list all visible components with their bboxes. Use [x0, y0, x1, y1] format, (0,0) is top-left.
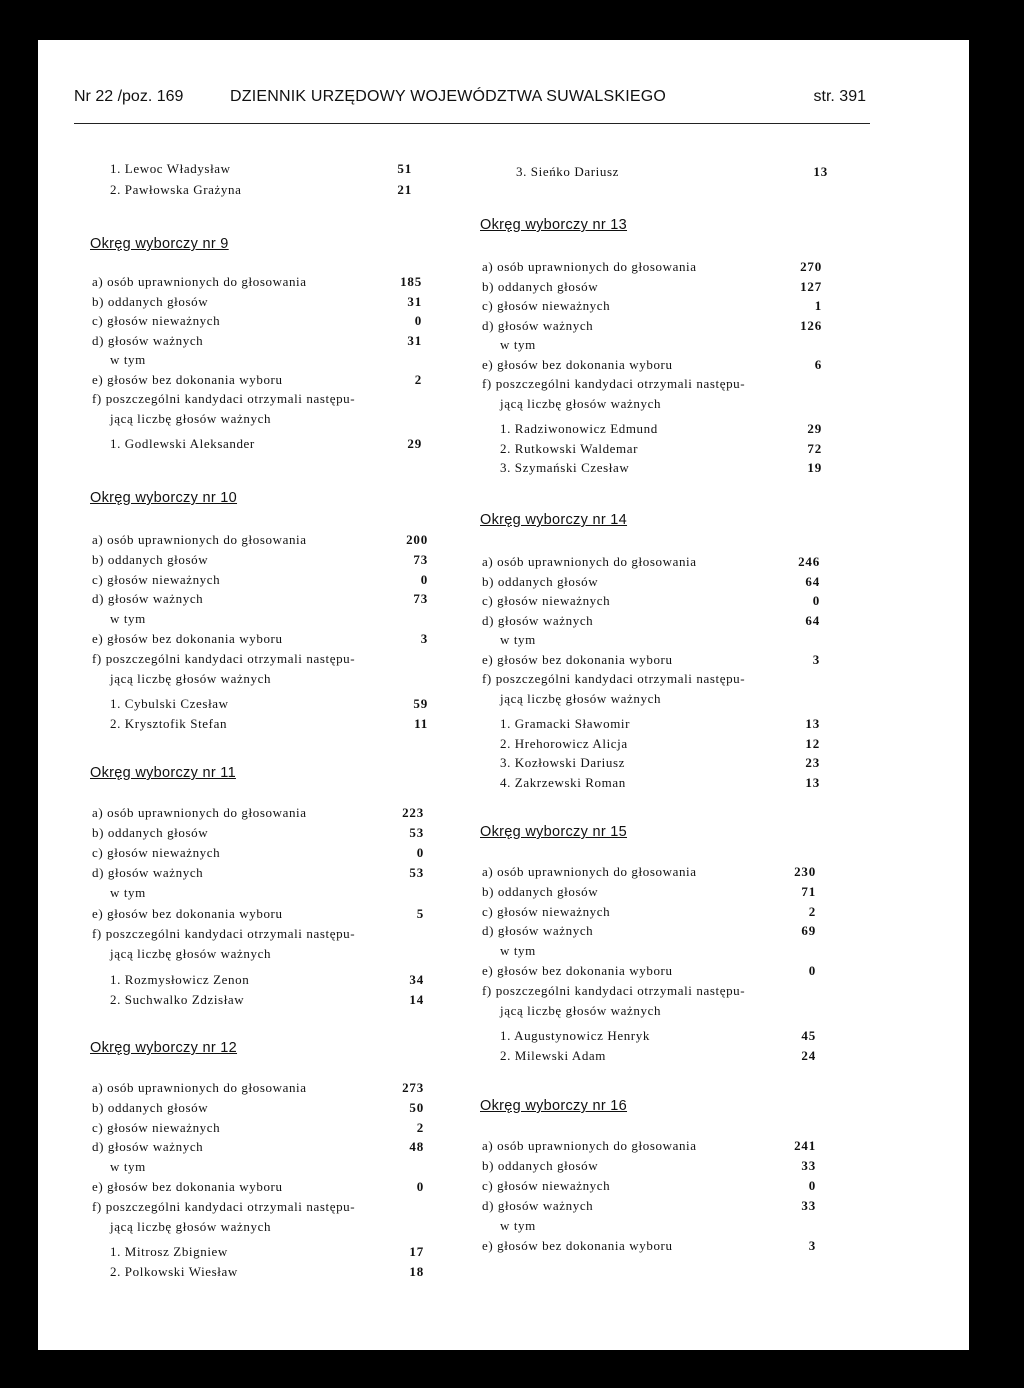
section-title: Okręg wyborczy nr 16 — [480, 1098, 628, 1114]
section-title: Okręg wyborczy nr 13 — [480, 217, 628, 233]
row-label: d) głosów ważnych — [92, 865, 204, 881]
row-label: 1. Cybulski Czesław — [110, 696, 229, 712]
stat-row — [482, 884, 816, 902]
row-label: d) głosów ważnych — [482, 923, 594, 939]
stat-row — [92, 591, 428, 609]
row-label: w tym — [500, 337, 536, 352]
row-value: 21 — [397, 182, 412, 197]
stat-row — [482, 1238, 816, 1256]
row-label: d) głosów ważnych — [482, 1198, 594, 1213]
row-label: 2. Milewski Adam — [500, 1048, 607, 1064]
row-value: 64 — [805, 573, 820, 589]
row-label: 3. Szymański Czesław — [500, 460, 630, 475]
row-label: a) osób uprawnionych do głosowania — [92, 805, 307, 820]
stat-row — [92, 411, 422, 429]
candidate-row — [92, 972, 424, 990]
row-label: e) głosów bez dokonania wyboru — [92, 371, 283, 387]
row-label: f) poszczególni kandydaci otrzymali następu- — [482, 671, 746, 686]
stat-row — [92, 1219, 424, 1237]
row-label: jącą liczbę głosów ważnych — [500, 1002, 662, 1018]
stat-row — [92, 845, 424, 863]
row-value: 23 — [805, 755, 820, 770]
section-title: Okręg wyborczy nr 11 — [90, 765, 236, 781]
stat-row — [92, 1179, 424, 1197]
row-value: 51 — [397, 161, 412, 176]
row-label: 1. Radziwonowicz Edmund — [500, 421, 658, 436]
row-label: d) głosów ważnych — [92, 1139, 204, 1155]
row-label: jącą liczbę głosów ważnych — [110, 945, 272, 961]
stat-row — [92, 1080, 424, 1098]
stat-row — [92, 946, 424, 964]
row-label: 2. Suchwalko Zdzisław — [110, 991, 245, 1007]
row-label: a) osób uprawnionych do głosowania — [92, 274, 307, 289]
candidate-row — [482, 716, 820, 734]
stat-row — [92, 1139, 424, 1157]
stat-row — [482, 613, 820, 631]
row-label: c) głosów nieważnych — [92, 845, 221, 861]
stat-row — [482, 904, 816, 922]
section-title: Okręg wyborczy nr 14 — [480, 512, 628, 528]
row-value: 53 — [409, 825, 424, 841]
row-label: w tym — [110, 352, 146, 367]
row-value: 13 — [805, 716, 820, 731]
stat-row — [92, 926, 424, 944]
row-label: c) głosów nieważnych — [482, 1178, 611, 1193]
row-label: w tym — [110, 1159, 146, 1175]
row-label: 1. Mitrosz Zbigniew — [110, 1244, 228, 1260]
row-value: 64 — [805, 612, 820, 628]
row-value: 73 — [413, 591, 428, 607]
stat-row — [482, 1138, 816, 1156]
candidate-row — [92, 1244, 424, 1262]
stat-row — [482, 279, 822, 297]
row-value: 71 — [801, 883, 816, 899]
row-label: d) głosów ważnych — [482, 317, 594, 333]
row-label: 1. Rozmysłowicz Zenon — [110, 971, 250, 987]
row-value: 0 — [808, 1178, 816, 1193]
stat-row — [482, 1158, 816, 1176]
stat-row — [482, 923, 816, 941]
row-value: 11 — [414, 716, 428, 732]
row-label: b) oddanych głosów — [92, 825, 209, 841]
stat-row — [482, 691, 820, 709]
stat-row — [92, 352, 422, 370]
stat-row — [482, 652, 820, 670]
row-label: 3. Sieńko Dariusz — [516, 164, 619, 179]
stat-row — [482, 337, 822, 355]
candidate-row — [92, 696, 428, 714]
stat-row — [482, 357, 822, 375]
row-value: 3 — [420, 631, 428, 646]
row-label: f) poszczególni kandydaci otrzymali następu- — [92, 1198, 356, 1214]
stat-row — [482, 376, 822, 394]
candidate-row — [92, 182, 412, 200]
row-label: jącą liczbę głosów ważnych — [110, 670, 272, 686]
section-title: Okręg wyborczy nr 10 — [90, 490, 238, 506]
row-value: 34 — [409, 971, 424, 987]
row-value: 0 — [416, 1179, 424, 1194]
row-label: b) oddanych głosów — [482, 278, 599, 294]
row-value: 14 — [409, 991, 424, 1007]
stat-row — [482, 318, 822, 336]
section-title: Okręg wyborczy nr 15 — [480, 824, 628, 840]
row-value: 29 — [807, 421, 822, 436]
row-value: 126 — [800, 317, 822, 333]
stat-row — [92, 651, 428, 669]
row-value: 29 — [407, 436, 422, 451]
stat-row — [482, 396, 822, 414]
row-value: 241 — [794, 1138, 816, 1153]
issue-number: Nr 22 /poz. 169 — [74, 88, 184, 105]
stat-row — [92, 825, 424, 843]
stat-row — [482, 963, 816, 981]
row-label: f) poszczególni kandydaci otrzymali następu- — [92, 925, 356, 941]
row-value: 59 — [413, 696, 428, 712]
row-label: f) poszczególni kandydaci otrzymali następu- — [92, 391, 356, 406]
row-label: e) głosów bez dokonania wyboru — [482, 1238, 673, 1253]
row-value: 72 — [807, 440, 822, 456]
row-value: 0 — [420, 571, 428, 587]
row-label: c) głosów nieważnych — [92, 571, 221, 587]
row-label: d) głosów ważnych — [482, 612, 594, 628]
row-label: 3. Kozłowski Dariusz — [500, 755, 626, 770]
candidate-row — [92, 436, 422, 454]
stat-row — [92, 611, 428, 629]
row-value: 127 — [800, 278, 822, 294]
row-label: e) głosów bez dokonania wyboru — [92, 631, 283, 646]
row-label: w tym — [110, 611, 146, 627]
candidate-row — [482, 1048, 816, 1066]
candidate-row — [482, 421, 822, 439]
row-label: 1. Godlewski Aleksander — [110, 436, 255, 451]
section-title: Okręg wyborczy nr 12 — [90, 1040, 238, 1056]
row-label: c) głosów nieważnych — [92, 313, 221, 328]
row-value: 33 — [801, 1158, 816, 1173]
page-number: str. 391 — [813, 88, 866, 105]
stat-row — [92, 631, 428, 649]
row-value: 273 — [402, 1080, 424, 1095]
row-value: 48 — [409, 1139, 424, 1155]
row-value: 24 — [801, 1048, 816, 1064]
row-label: 1. Augustynowicz Henryk — [500, 1028, 650, 1044]
stat-row — [482, 983, 816, 1001]
row-value: 2 — [416, 1119, 424, 1135]
row-label: b) oddanych głosów — [92, 551, 209, 567]
row-value: 3 — [812, 651, 820, 667]
row-value: 6 — [814, 356, 822, 372]
row-value: 3 — [808, 1238, 816, 1253]
row-label: f) poszczególni kandydaci otrzymali następu- — [482, 376, 746, 391]
row-label: e) głosów bez dokonania wyboru — [482, 356, 673, 372]
row-label: 2. Krysztofik Stefan — [110, 716, 228, 732]
row-label: jącą liczbę głosów ważnych — [500, 395, 662, 411]
row-value: 50 — [409, 1099, 424, 1115]
row-value: 19 — [807, 460, 822, 475]
row-label: 1. Gramacki Sławomir — [500, 716, 631, 731]
stat-row — [92, 1159, 424, 1177]
row-label: a) osób uprawnionych do głosowania — [482, 1138, 697, 1153]
journal-title: DZIENNIK URZĘDOWY WOJEWÓDZTWA SUWALSKIEGO — [230, 88, 667, 105]
stat-row — [92, 333, 422, 351]
stat-row — [92, 1100, 424, 1118]
row-label: d) głosów ważnych — [92, 591, 204, 607]
row-label: jącą liczbę głosów ważnych — [110, 410, 272, 426]
row-label: e) głosów bez dokonania wyboru — [482, 651, 673, 667]
row-value: 5 — [416, 905, 424, 921]
row-label: b) oddanych głosów — [482, 883, 599, 899]
candidate-row — [482, 755, 820, 773]
row-label: 4. Zakrzewski Roman — [500, 774, 626, 790]
row-value: 45 — [801, 1028, 816, 1044]
row-label: 1. Lewoc Władysław — [110, 161, 231, 176]
stat-row — [92, 865, 424, 883]
candidate-row — [92, 161, 412, 179]
row-label: f) poszczególni kandydaci otrzymali następu- — [92, 650, 356, 666]
row-value: 230 — [794, 864, 816, 879]
row-value: 223 — [402, 805, 424, 820]
row-label: w tym — [500, 943, 536, 959]
row-label: w tym — [500, 632, 536, 647]
row-label: 2. Pawłowska Grażyna — [110, 182, 242, 197]
row-label: c) głosów nieważnych — [482, 903, 611, 919]
row-label: w tym — [110, 885, 146, 901]
stat-row — [482, 593, 820, 611]
stat-row — [92, 313, 422, 331]
row-value: 0 — [808, 963, 816, 978]
stat-row — [92, 906, 424, 924]
stat-row — [92, 552, 428, 570]
stat-row — [482, 671, 820, 689]
row-label: c) głosów nieważnych — [482, 298, 611, 313]
row-value: 17 — [409, 1244, 424, 1260]
candidate-row — [92, 1264, 424, 1282]
stat-row — [482, 943, 816, 961]
row-value: 33 — [801, 1198, 816, 1213]
row-label: b) oddanych głosów — [482, 1158, 599, 1173]
row-label: d) głosów ważnych — [92, 332, 204, 348]
row-value: 31 — [407, 332, 422, 348]
row-value: 2 — [808, 903, 816, 919]
row-label: a) osób uprawnionych do głosowania — [482, 554, 697, 569]
row-value: 53 — [409, 865, 424, 881]
row-value: 1 — [814, 298, 822, 313]
stat-row — [92, 372, 422, 390]
candidate-row — [482, 1028, 816, 1046]
candidate-row — [498, 164, 828, 182]
row-value: 73 — [413, 551, 428, 567]
row-label: c) głosów nieważnych — [92, 1119, 221, 1135]
row-value: 2 — [414, 371, 422, 387]
candidate-row — [92, 716, 428, 734]
row-label: f) poszczególni kandydaci otrzymali następu- — [482, 982, 746, 998]
row-value: 185 — [400, 274, 422, 289]
row-label: a) osób uprawnionych do głosowania — [482, 864, 697, 879]
stat-row — [482, 298, 822, 316]
document-page — [38, 40, 969, 1350]
section-title: Okręg wyborczy nr 9 — [90, 236, 229, 252]
row-label: c) głosów nieważnych — [482, 593, 611, 608]
candidate-row — [482, 441, 822, 459]
row-label: b) oddanych głosów — [92, 1099, 209, 1115]
row-value: 0 — [812, 593, 820, 608]
row-label: 2. Rutkowski Waldemar — [500, 440, 639, 456]
row-value: 200 — [406, 532, 428, 547]
stat-row — [482, 864, 816, 882]
stat-row — [92, 885, 424, 903]
row-label: e) głosów bez dokonania wyboru — [92, 1179, 283, 1194]
row-label: a) osób uprawnionych do głosowania — [482, 259, 697, 274]
row-label: 2. Hrehorowicz Alicja — [500, 735, 628, 751]
row-label: a) osób uprawnionych do głosowania — [92, 1080, 307, 1095]
stat-row — [482, 574, 820, 592]
row-value: 69 — [801, 923, 816, 939]
row-label: b) oddanych głosów — [92, 293, 209, 309]
stat-row — [92, 532, 428, 550]
row-label: w tym — [500, 1218, 536, 1233]
row-label: e) głosów bez dokonania wyboru — [482, 963, 673, 978]
stat-row — [92, 1120, 424, 1138]
stat-row — [482, 1178, 816, 1196]
candidate-row — [92, 992, 424, 1010]
stat-row — [92, 391, 422, 409]
candidate-row — [482, 736, 820, 754]
row-value: 12 — [805, 735, 820, 751]
stat-row — [482, 259, 822, 277]
stat-row — [482, 1003, 816, 1021]
stat-row — [482, 554, 820, 572]
row-label: jącą liczbę głosów ważnych — [500, 690, 662, 706]
stat-row — [92, 294, 422, 312]
candidate-row — [482, 775, 820, 793]
row-value: 246 — [798, 554, 820, 569]
row-value: 0 — [414, 313, 422, 328]
stat-row — [482, 632, 820, 650]
header-rule — [74, 123, 870, 124]
stat-row — [92, 274, 422, 292]
row-value: 0 — [416, 845, 424, 861]
candidate-row — [482, 460, 822, 478]
row-label: 2. Polkowski Wiesław — [110, 1264, 238, 1280]
stat-row — [92, 805, 424, 823]
row-label: jącą liczbę głosów ważnych — [110, 1218, 272, 1234]
row-value: 270 — [800, 259, 822, 274]
stat-row — [92, 1199, 424, 1217]
stat-row — [482, 1198, 816, 1216]
row-value: 13 — [805, 774, 820, 790]
row-value: 13 — [813, 164, 828, 179]
row-label: e) głosów bez dokonania wyboru — [92, 905, 283, 921]
row-value: 31 — [407, 293, 422, 309]
stat-row — [92, 671, 428, 689]
row-label: a) osób uprawnionych do głosowania — [92, 532, 307, 547]
row-label: b) oddanych głosów — [482, 573, 599, 589]
stat-row — [92, 572, 428, 590]
row-value: 18 — [409, 1264, 424, 1280]
stat-row — [482, 1218, 816, 1236]
